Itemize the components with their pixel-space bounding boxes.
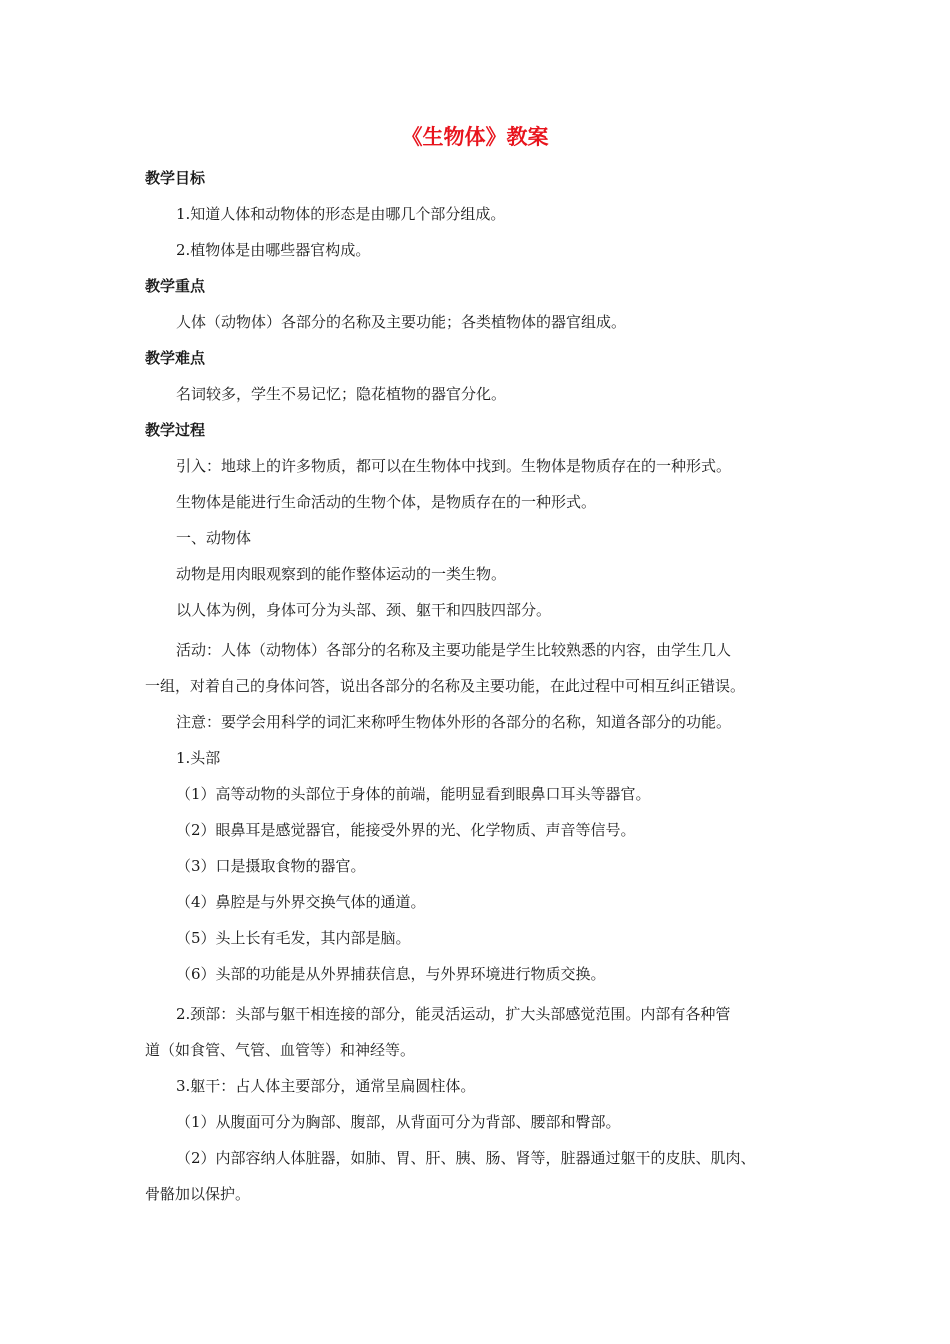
head-item-5: （5）头上长有毛发，其内部是脑。 bbox=[176, 929, 411, 947]
activity-line-1: 活动：人体（动物体）各部分的名称及主要功能是学生比较熟悉的内容，由学生几人 bbox=[176, 641, 732, 659]
key-points-text: 人体（动物体）各部分的名称及主要功能；各类植物体的器官组成。 bbox=[176, 313, 627, 331]
document-body bbox=[145, 160, 825, 1212]
human-example: 以人体为例，身体可分为头部、颈、躯干和四肢四部分。 bbox=[176, 601, 552, 619]
trunk-title: 3.躯干：占人体主要部分，通常呈扁圆柱体。 bbox=[176, 1077, 476, 1095]
animal-definition: 动物是用肉眼观察到的能作整体运动的一类生物。 bbox=[176, 565, 507, 583]
head-item-4: （4）鼻腔是与外界交换气体的通道。 bbox=[176, 893, 426, 911]
part1-title: 一、动物体 bbox=[176, 529, 252, 547]
process-definition: 生物体是能进行生命活动的生物个体，是物质存在的一种形式。 bbox=[176, 493, 597, 511]
activity-line-2: 一组，对着自己的身体问答，说出各部分的名称及主要功能，在此过程中可相互纠正错误。 bbox=[145, 677, 746, 695]
neck-line-1: 2.颈部：头部与躯干相连接的部分，能灵活运动，扩大头部感觉范围。内部有各种管 bbox=[176, 1005, 731, 1023]
difficulties-text: 名词较多，学生不易记忆；隐花植物的器官分化。 bbox=[176, 385, 507, 403]
process-heading: 教学过程 bbox=[145, 421, 206, 439]
objective-item-1: 1.知道人体和动物体的形态是由哪几个部分组成。 bbox=[176, 205, 506, 223]
page-title: 《生物体》教案 bbox=[401, 125, 549, 149]
head-item-6: （6）头部的功能是从外界捕获信息，与外界环境进行物质交换。 bbox=[176, 965, 606, 983]
head-item-1: （1）高等动物的头部位于身体的前端，能明显看到眼鼻口耳头等器官。 bbox=[176, 785, 651, 803]
key-points-heading: 教学重点 bbox=[145, 277, 206, 295]
neck-line-2: 道（如食管、气管、血管等）和神经等。 bbox=[145, 1041, 416, 1059]
note-text: 注意：要学会用科学的词汇来称呼生物体外形的各部分的名称，知道各部分的功能。 bbox=[176, 713, 732, 731]
head-item-3: （3）口是摄取食物的器官。 bbox=[176, 857, 366, 875]
trunk-item-1: （1）从腹面可分为胸部、腹部，从背面可分为背部、腰部和臀部。 bbox=[176, 1113, 621, 1131]
trunk-item-2-line-1: （2）内部容纳人体脏器，如肺、胃、肝、胰、肠、肾等，脏器通过躯干的皮肤、肌肉、 bbox=[176, 1149, 756, 1167]
difficulties-heading: 教学难点 bbox=[145, 349, 206, 367]
trunk-item-2-line-2: 骨骼加以保护。 bbox=[145, 1185, 251, 1203]
head-title: 1.头部 bbox=[176, 749, 221, 767]
process-intro: 引入：地球上的许多物质，都可以在生物体中找到。生物体是物质存在的一种形式。 bbox=[176, 457, 732, 475]
objectives-heading: 教学目标 bbox=[145, 169, 206, 187]
head-item-2: （2）眼鼻耳是感觉器官，能接受外界的光、化学物质、声音等信号。 bbox=[176, 821, 636, 839]
objective-item-2: 2.植物体是由哪些器官构成。 bbox=[176, 241, 371, 259]
